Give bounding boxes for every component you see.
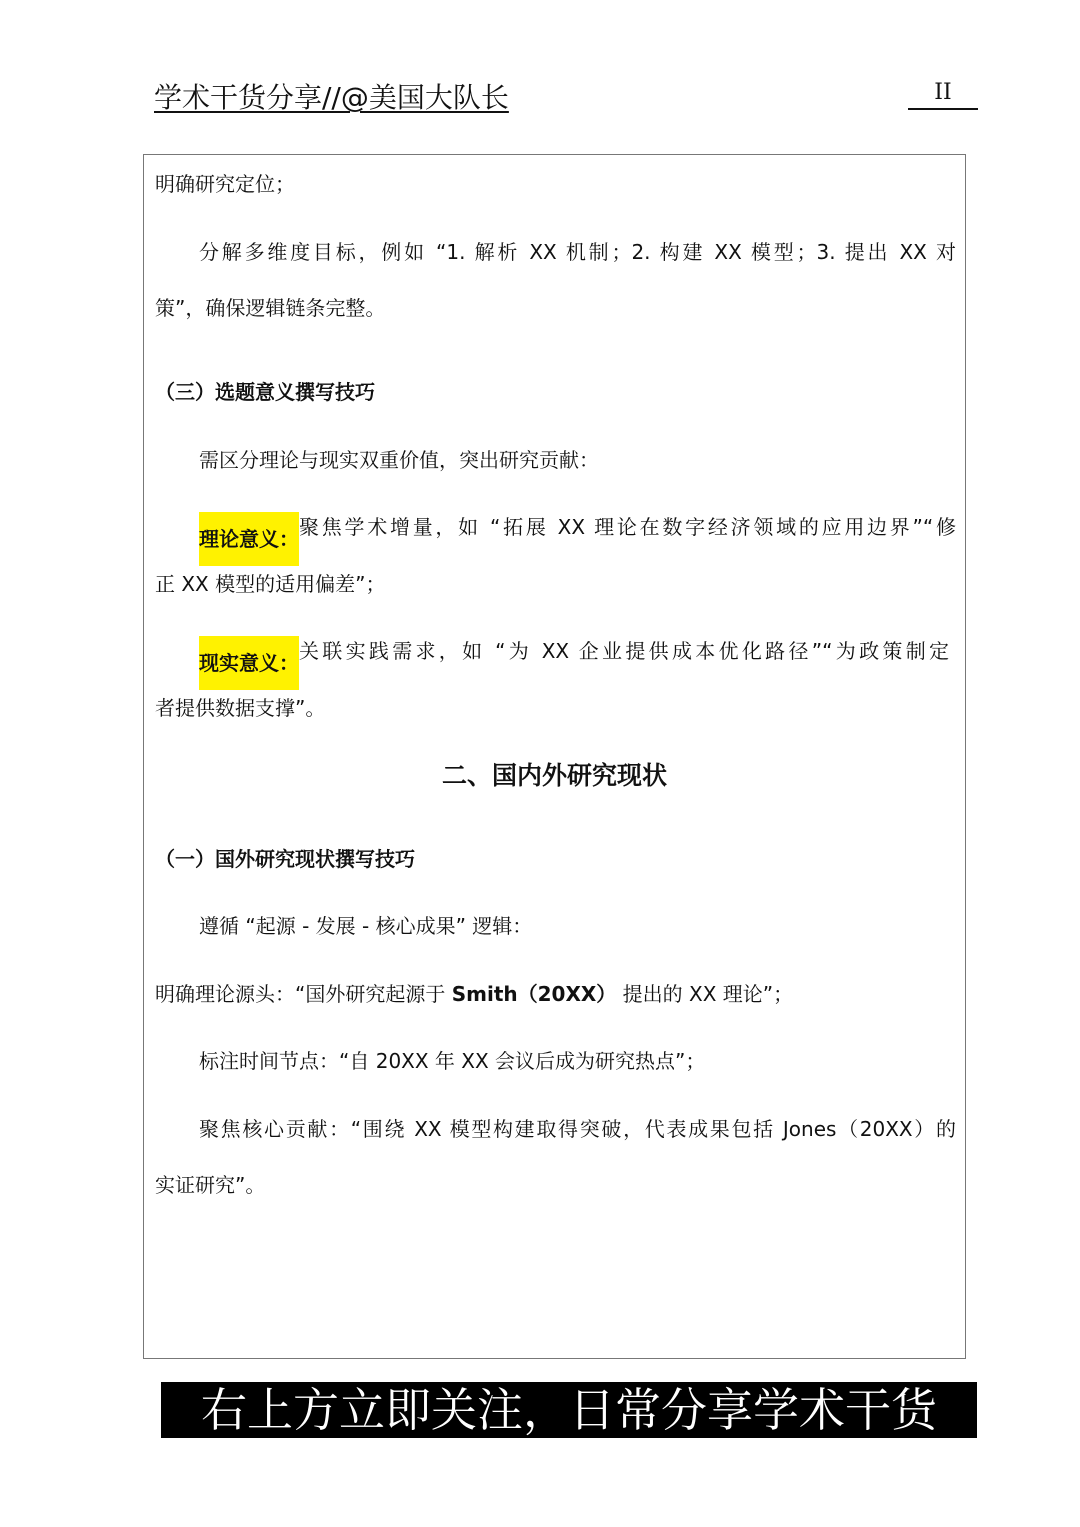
content-box	[143, 154, 966, 1359]
page-number: II	[908, 78, 978, 110]
theory-label-highlight: 理论意义：	[199, 512, 299, 566]
practice-significance-line1	[199, 636, 949, 690]
paragraph-objectives-line1: 分解多维度目标，例如 “1. 解析 XX 机制；2. 构建 XX 模型；3. 提出 XX 对	[199, 240, 956, 264]
header-title: 学术干货分享//@美国大队长	[154, 81, 509, 114]
paragraph-objectives-line2: 策”，确保逻辑链条完整。	[155, 296, 386, 320]
section-heading-foreign-research: （一）国外研究现状撰写技巧	[155, 847, 415, 871]
section-heading-significance: （三）选题意义撰写技巧	[155, 380, 375, 404]
paragraph-core-contribution-line1: 聚焦核心贡献：“围绕 XX 模型构建取得突破，代表成果包括 Jones（20XX）的	[199, 1117, 956, 1141]
practice-text: 关联实践需求，如 “为 XX 企业提供成本优化路径”“为政策制定	[299, 639, 949, 663]
theory-source-tail: 提出的 XX 理论”；	[616, 982, 794, 1006]
paragraph-significance-intro: 需区分理论与现实双重价值，突出研究贡献：	[199, 448, 599, 472]
practice-significance-line2: 者提供数据支撑”。	[155, 696, 326, 720]
paragraph-continuation: 明确研究定位；	[155, 172, 295, 196]
theory-significance-line1	[199, 512, 956, 566]
chapter-heading-research-status: 二、国内外研究现状	[441, 761, 667, 790]
theory-source-text: 明确理论源头：“国外研究起源于	[155, 982, 452, 1006]
smith-citation: Smith（20XX）	[451, 982, 617, 1006]
theory-significance-line2: 正 XX 模型的适用偏差”；	[155, 572, 386, 596]
footer-banner: 右上方立即关注，日常分享学术干货	[161, 1382, 977, 1438]
theory-text: 聚焦学术增量，如 “拓展 XX 理论在数字经济领域的应用边界”“修	[299, 515, 956, 539]
paragraph-logic: 遵循 “起源 - 发展 - 核心成果” 逻辑：	[199, 914, 533, 938]
paragraph-theory-source	[155, 979, 793, 1009]
paragraph-time-node: 标注时间节点：“自 20XX 年 XX 会议后成为研究热点”；	[199, 1049, 706, 1073]
paragraph-core-contribution-line2: 实证研究”。	[155, 1173, 266, 1197]
practice-label-highlight: 现实意义：	[199, 636, 299, 690]
